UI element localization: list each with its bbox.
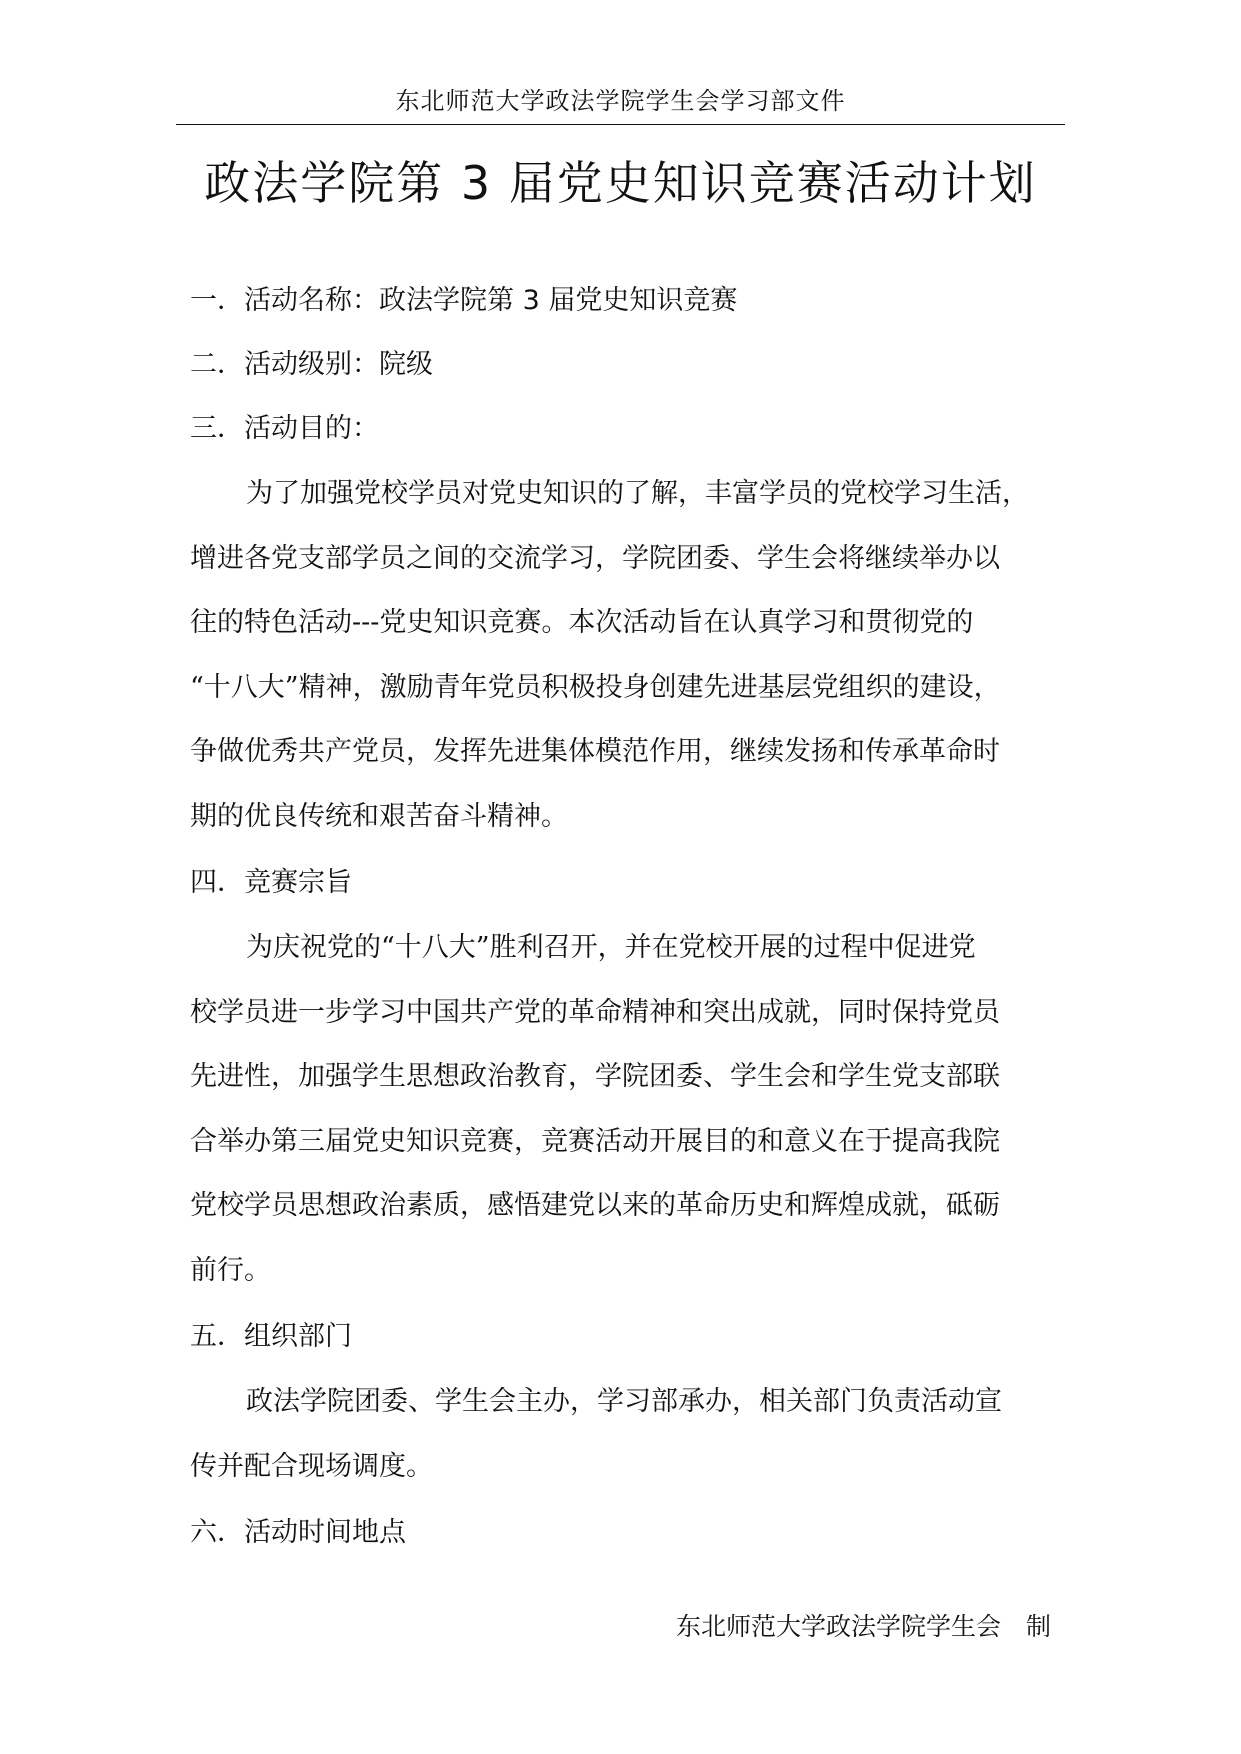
paragraph-line: 先进性，加强学生思想政治教育，学院团委、学生会和学生党支部联 <box>190 1061 1000 1092</box>
paragraph-competition-aim <box>190 916 1090 1303</box>
paragraph-line: 期的优良传统和艰苦奋斗精神。 <box>190 800 568 832</box>
document-body <box>190 284 1090 1580</box>
paragraph-activity-purpose <box>190 462 1090 849</box>
header-rule <box>176 124 1065 125</box>
section-heading-competition-aim: 四．竞赛宗旨 <box>190 867 352 898</box>
running-header: 东北师范大学政法学院学生会学习部文件 <box>395 87 846 115</box>
section-heading-activity-purpose: 三．活动目的： <box>190 413 379 444</box>
paragraph-organizers <box>190 1370 1090 1499</box>
section-heading-organizers: 五．组织部门 <box>190 1321 352 1352</box>
paragraph-line: 政法学院团委、学生会主办，学习部承办，相关部门负责活动宣 <box>246 1386 1002 1417</box>
paragraph-line: 为了加强党校学员对党史知识的了解，丰富学员的党校学习生活， <box>246 478 1029 509</box>
paragraph-line: 前行。 <box>190 1254 271 1286</box>
section-heading-activity-name: 一．活动名称：政法学院第 3 届党史知识竞赛 <box>190 285 738 316</box>
paragraph-line: “十八大”精神，激励青年党员积极投身创建先进基层党组织的建设， <box>190 671 1001 703</box>
paragraph-line: 为庆祝党的“十八大”胜利召开，并在党校开展的过程中促进党 <box>246 932 976 963</box>
paragraph-line: 增进各党支部学员之间的交流学习，学院团委、学生会将继续举办以 <box>190 542 1000 574</box>
paragraph-line: 合举办第三届党史知识竞赛，竞赛活动开展目的和意义在于提高我院 <box>190 1125 1000 1157</box>
paragraph-line: 争做优秀共产党员，发挥先进集体模范作用，继续发扬和传承革命时 <box>190 736 1000 767</box>
paragraph-line: 校学员进一步学习中国共产党的革命精神和突出成就，同时保持党员 <box>190 996 1000 1028</box>
paragraph-line: 往的特色活动---党史知识竞赛。本次活动旨在认真学习和贯彻党的 <box>190 607 974 638</box>
paragraph-line: 党校学员思想政治素质，感悟建党以来的革命历史和辉煌成就，砥砺 <box>190 1190 1000 1221</box>
document-title: 政法学院第 3 届党史知识竞赛活动计划 <box>204 156 1037 210</box>
section-heading-time-place: 六．活动时间地点 <box>190 1517 406 1548</box>
section-heading-activity-level: 二．活动级别：院级 <box>190 349 433 380</box>
paragraph-line: 传并配合现场调度。 <box>190 1450 433 1482</box>
footer-issuer: 东北师范大学政法学院学生会 制 <box>675 1612 1051 1641</box>
